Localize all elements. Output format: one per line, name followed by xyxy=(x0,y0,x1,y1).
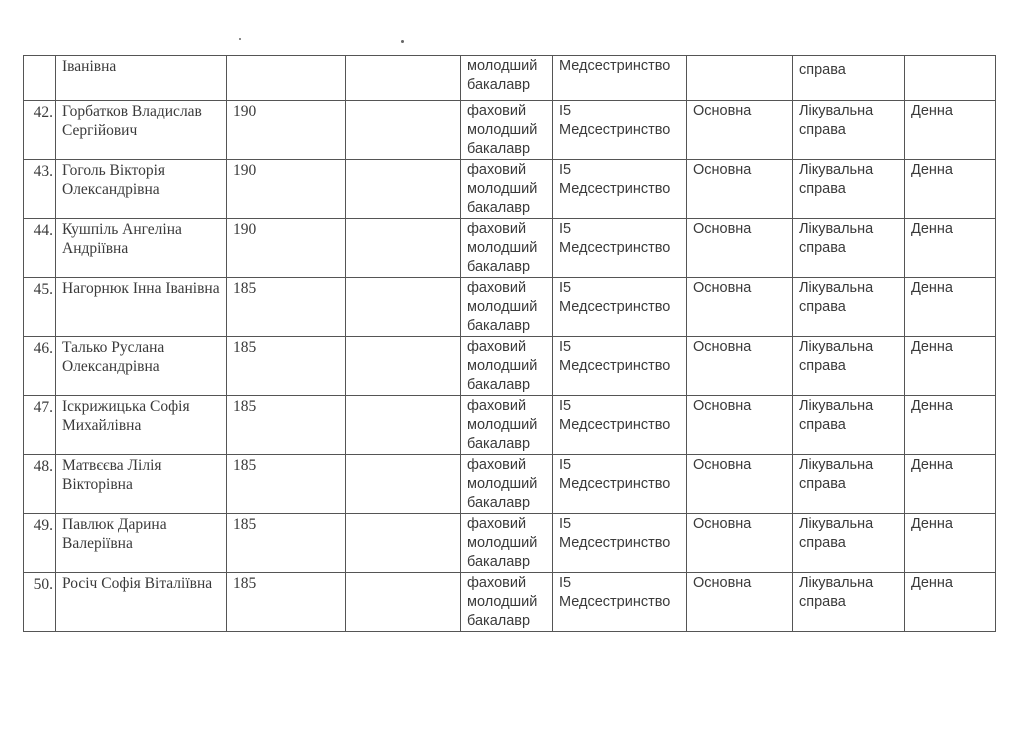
degree-line: фаховий xyxy=(467,339,527,355)
degree xyxy=(461,573,553,632)
basis: Основна xyxy=(687,514,793,573)
program xyxy=(793,56,905,101)
degree xyxy=(461,337,553,396)
program-line: Лікувальна xyxy=(799,162,874,178)
program-line: Лікувальна xyxy=(799,221,874,237)
score: 185 xyxy=(227,514,346,573)
specialty-code: I5 xyxy=(559,457,572,473)
degree xyxy=(461,396,553,455)
specialty-name: Медсестринство xyxy=(559,122,671,138)
row-number: 48. xyxy=(24,455,56,514)
specialty-name: Медсестринство xyxy=(559,299,671,315)
program-line: справа xyxy=(799,299,846,315)
table-row xyxy=(24,396,996,455)
degree xyxy=(461,278,553,337)
program xyxy=(793,455,905,514)
study-form: Денна xyxy=(905,219,996,278)
program-line: справа xyxy=(799,535,846,551)
degree-line: бакалавр xyxy=(467,259,531,275)
degree-line: фаховий xyxy=(467,162,527,178)
program-line: Лікувальна xyxy=(799,398,874,414)
specialty xyxy=(553,278,687,337)
program-line: справа xyxy=(799,181,846,197)
program xyxy=(793,101,905,160)
applicant-name: Іванівна xyxy=(56,56,227,101)
specialty-code: I5 xyxy=(559,221,572,237)
specialty xyxy=(553,455,687,514)
applicants-table xyxy=(23,55,996,632)
table-row xyxy=(24,160,996,219)
row-number: 46. xyxy=(24,337,56,396)
basis xyxy=(687,56,793,101)
degree-line: бакалавр xyxy=(467,436,531,452)
score: 185 xyxy=(227,278,346,337)
blank-cell xyxy=(346,101,461,160)
specialty-name: Медсестринство xyxy=(559,181,671,197)
program-line: Лікувальна xyxy=(799,575,874,591)
study-form: Денна xyxy=(905,101,996,160)
table-row xyxy=(24,219,996,278)
specialty xyxy=(553,396,687,455)
degree-line: бакалавр xyxy=(467,77,531,93)
specialty xyxy=(553,219,687,278)
study-form: Денна xyxy=(905,337,996,396)
degree-line: фаховий xyxy=(467,516,527,532)
table-row xyxy=(24,514,996,573)
table-row xyxy=(24,101,996,160)
applicant-name: Талько Руслана Олександрівна xyxy=(56,337,227,396)
row-number: 44. xyxy=(24,219,56,278)
study-form: Денна xyxy=(905,396,996,455)
degree-line: фаховий xyxy=(467,221,527,237)
degree-line: молодший xyxy=(467,476,538,492)
program-line: Лікувальна xyxy=(799,280,874,296)
row-number: 42. xyxy=(24,101,56,160)
specialty: Медсестринство xyxy=(553,56,687,101)
basis: Основна xyxy=(687,455,793,514)
program-line: Лікувальна xyxy=(799,516,874,532)
basis: Основна xyxy=(687,337,793,396)
row-number: 49. xyxy=(24,514,56,573)
program-line: справа xyxy=(799,62,846,78)
scan-speck xyxy=(401,40,404,43)
specialty-name: Медсестринство xyxy=(559,240,671,256)
score: 185 xyxy=(227,396,346,455)
study-form xyxy=(905,56,996,101)
degree-line: бакалавр xyxy=(467,613,531,629)
specialty-name: Медсестринство xyxy=(559,417,671,433)
applicant-name: Горбатков Владислав Сергійович xyxy=(56,101,227,160)
program xyxy=(793,160,905,219)
program-line: Лікувальна xyxy=(799,339,874,355)
row-number: 47. xyxy=(24,396,56,455)
score: 190 xyxy=(227,160,346,219)
table-row xyxy=(24,337,996,396)
specialty-name: Медсестринство xyxy=(559,535,671,551)
specialty-name: Медсестринство xyxy=(559,476,671,492)
applicant-name: Гоголь Вікторія Олександрівна xyxy=(56,160,227,219)
degree-line: фаховий xyxy=(467,280,527,296)
scan-speck xyxy=(239,38,241,40)
program-line: справа xyxy=(799,417,846,433)
basis: Основна xyxy=(687,278,793,337)
specialty-code: I5 xyxy=(559,103,572,119)
program-line: Лікувальна xyxy=(799,103,874,119)
specialty-name: Медсестринство xyxy=(559,594,671,610)
study-form: Денна xyxy=(905,455,996,514)
program xyxy=(793,396,905,455)
row-number: 45. xyxy=(24,278,56,337)
specialty-name: Медсестринство xyxy=(559,358,671,374)
degree-line: бакалавр xyxy=(467,377,531,393)
basis: Основна xyxy=(687,219,793,278)
degree-line: бакалавр xyxy=(467,318,531,334)
degree-line: бакалавр xyxy=(467,495,531,511)
program xyxy=(793,573,905,632)
blank-cell xyxy=(346,573,461,632)
blank-cell xyxy=(346,514,461,573)
degree xyxy=(461,101,553,160)
degree xyxy=(461,160,553,219)
table-row xyxy=(24,573,996,632)
blank-cell xyxy=(346,396,461,455)
degree-line: молодший xyxy=(467,240,538,256)
applicant-name: Павлюк Дарина Валеріївна xyxy=(56,514,227,573)
degree-line: молодший xyxy=(467,594,538,610)
program-line: справа xyxy=(799,122,846,138)
specialty xyxy=(553,573,687,632)
specialty-code: I5 xyxy=(559,280,572,296)
basis: Основна xyxy=(687,101,793,160)
degree-line: фаховий xyxy=(467,103,527,119)
score: 190 xyxy=(227,219,346,278)
basis: Основна xyxy=(687,160,793,219)
basis: Основна xyxy=(687,573,793,632)
specialty xyxy=(553,160,687,219)
score xyxy=(227,56,346,101)
score: 185 xyxy=(227,573,346,632)
degree-line: бакалавр xyxy=(467,554,531,570)
degree xyxy=(461,514,553,573)
blank-cell xyxy=(346,278,461,337)
program xyxy=(793,337,905,396)
applicant-name: Росіч Софія Віталіївна xyxy=(56,573,227,632)
score: 190 xyxy=(227,101,346,160)
program xyxy=(793,514,905,573)
table-body xyxy=(24,56,996,632)
blank-cell xyxy=(346,56,461,101)
blank-cell xyxy=(346,160,461,219)
specialty-code: I5 xyxy=(559,575,572,591)
specialty xyxy=(553,514,687,573)
study-form: Денна xyxy=(905,514,996,573)
degree xyxy=(461,219,553,278)
degree-line: молодший xyxy=(467,122,538,138)
row-number: 50. xyxy=(24,573,56,632)
degree-line: фаховий xyxy=(467,398,527,414)
program-line: Лікувальна xyxy=(799,457,874,473)
degree xyxy=(461,455,553,514)
study-form: Денна xyxy=(905,573,996,632)
program-line: справа xyxy=(799,240,846,256)
applicant-name: Нагорнюк Інна Іванівна xyxy=(56,278,227,337)
blank-cell xyxy=(346,455,461,514)
row-number xyxy=(24,56,56,101)
degree-line: молодший xyxy=(467,58,538,74)
degree-line: молодший xyxy=(467,358,538,374)
degree xyxy=(461,56,553,101)
blank-cell xyxy=(346,219,461,278)
degree-line: молодший xyxy=(467,299,538,315)
program-line: справа xyxy=(799,594,846,610)
degree-line: фаховий xyxy=(467,575,527,591)
table-row xyxy=(24,455,996,514)
blank-cell xyxy=(346,337,461,396)
applicant-name: Іскрижицька Софія Михайлівна xyxy=(56,396,227,455)
score: 185 xyxy=(227,455,346,514)
degree-line: бакалавр xyxy=(467,200,531,216)
row-number: 43. xyxy=(24,160,56,219)
degree-line: бакалавр xyxy=(467,141,531,157)
program-line: справа xyxy=(799,358,846,374)
specialty-code: I5 xyxy=(559,339,572,355)
degree-line: молодший xyxy=(467,181,538,197)
specialty-code: I5 xyxy=(559,162,572,178)
applicant-name: Матвєєва Лілія Вікторівна xyxy=(56,455,227,514)
degree-line: фаховий xyxy=(467,457,527,473)
table-row xyxy=(24,278,996,337)
specialty xyxy=(553,337,687,396)
program-line: справа xyxy=(799,476,846,492)
degree-line: молодший xyxy=(467,417,538,433)
score: 185 xyxy=(227,337,346,396)
study-form: Денна xyxy=(905,278,996,337)
specialty xyxy=(553,101,687,160)
degree-line: молодший xyxy=(467,535,538,551)
specialty-code: I5 xyxy=(559,398,572,414)
applicant-name: Кушпіль Ангеліна Андріївна xyxy=(56,219,227,278)
study-form: Денна xyxy=(905,160,996,219)
program xyxy=(793,278,905,337)
program xyxy=(793,219,905,278)
table-row xyxy=(24,56,996,101)
specialty-code: I5 xyxy=(559,516,572,532)
basis: Основна xyxy=(687,396,793,455)
